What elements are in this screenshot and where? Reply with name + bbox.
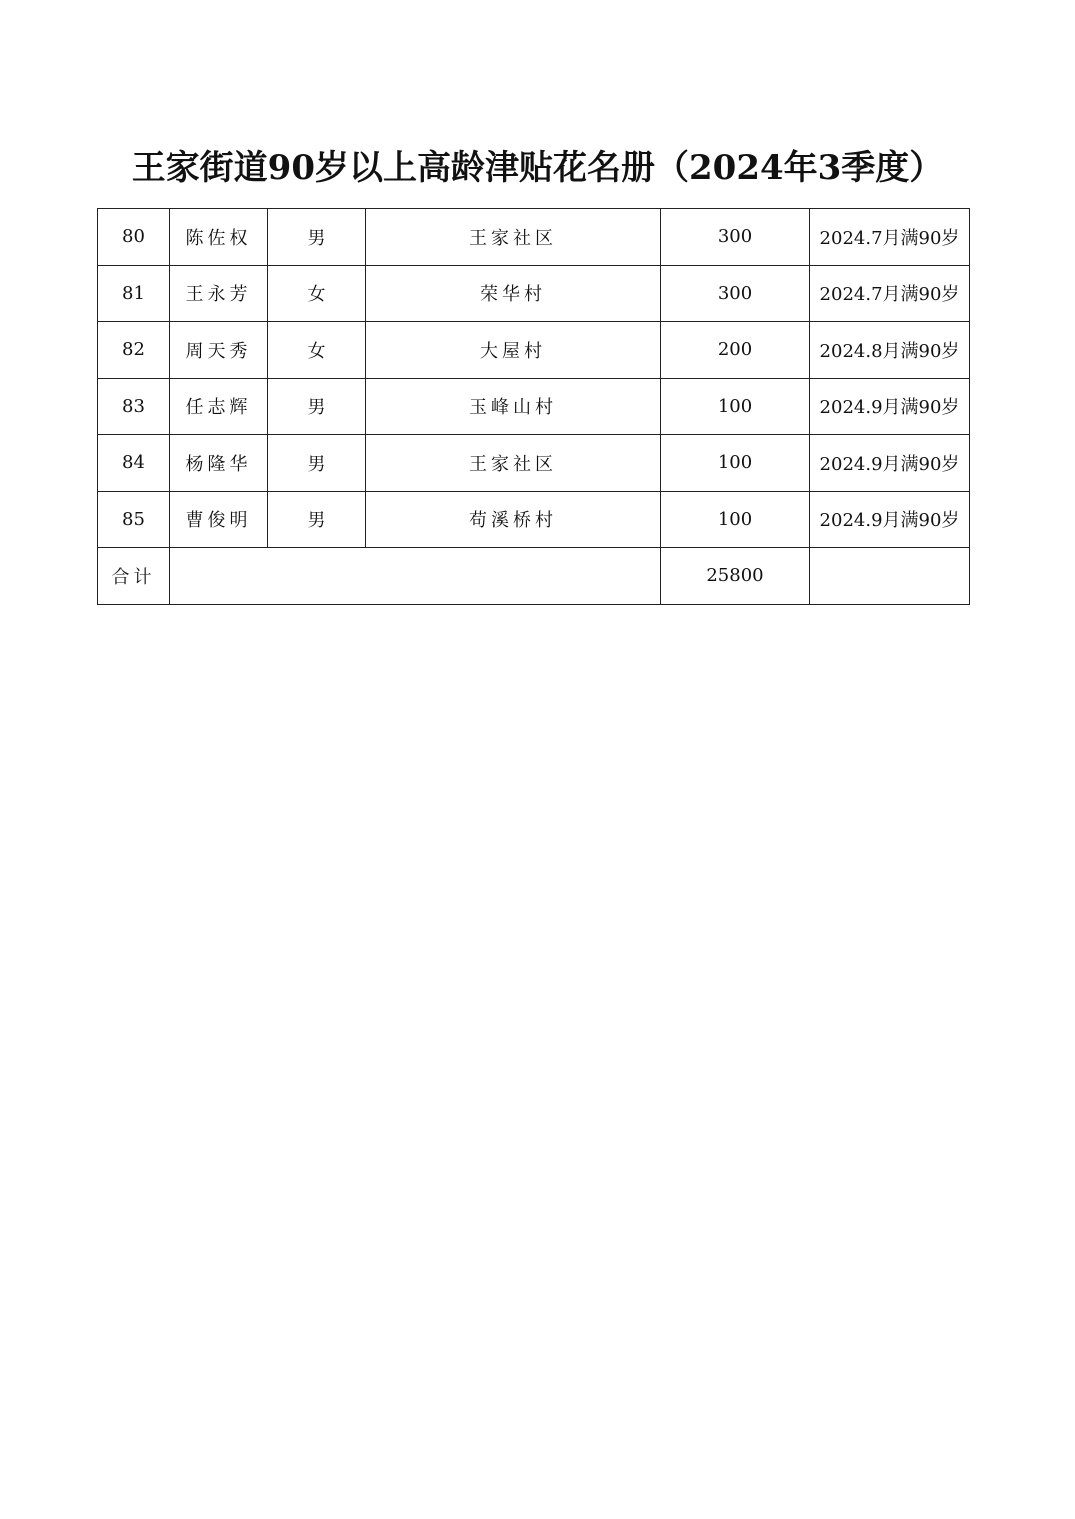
village-cell: 王家社区: [366, 435, 661, 492]
name-cell: 王永芳: [170, 265, 268, 322]
row-number-cell: 84: [98, 435, 170, 492]
name-cell: 任志辉: [170, 378, 268, 435]
amount-cell: 100: [661, 435, 810, 492]
name-cell: 杨隆华: [170, 435, 268, 492]
note-cell: 2024.7月满90岁: [810, 209, 970, 266]
village-cell: 大屋村: [366, 322, 661, 379]
note-cell: 2024.9月满90岁: [810, 378, 970, 435]
table-row: [98, 265, 970, 322]
total-label-cell: 合计: [98, 548, 170, 605]
table-row: [98, 491, 970, 548]
amount-cell: 300: [661, 265, 810, 322]
table-row: [98, 209, 970, 266]
gender-cell: 女: [268, 322, 366, 379]
row-number-cell: 83: [98, 378, 170, 435]
row-number-cell: 82: [98, 322, 170, 379]
total-row: [98, 548, 970, 605]
amount-cell: 300: [661, 209, 810, 266]
note-cell: 2024.8月满90岁: [810, 322, 970, 379]
village-cell: 王家社区: [366, 209, 661, 266]
village-cell: 玉峰山村: [366, 378, 661, 435]
name-cell: 周天秀: [170, 322, 268, 379]
row-number-cell: 81: [98, 265, 170, 322]
note-cell: 2024.9月满90岁: [810, 491, 970, 548]
amount-cell: 100: [661, 378, 810, 435]
name-cell: 陈佐权: [170, 209, 268, 266]
total-amount-cell: 25800: [661, 548, 810, 605]
name-cell: 曹俊明: [170, 491, 268, 548]
total-note-cell: [810, 548, 970, 605]
village-cell: 苟溪桥村: [366, 491, 661, 548]
note-cell: 2024.9月满90岁: [810, 435, 970, 492]
row-number-cell: 85: [98, 491, 170, 548]
note-cell: 2024.7月满90岁: [810, 265, 970, 322]
gender-cell: 男: [268, 491, 366, 548]
table-row: [98, 435, 970, 492]
page-title: 王家街道90岁以上高龄津贴花名册（2024年3季度）: [131, 148, 944, 188]
table-row: [98, 378, 970, 435]
subsidy-roster-table: [97, 208, 970, 605]
gender-cell: 男: [268, 378, 366, 435]
row-number-cell: 80: [98, 209, 170, 266]
amount-cell: 200: [661, 322, 810, 379]
total-empty-cell: [170, 548, 661, 605]
gender-cell: 男: [268, 209, 366, 266]
village-cell: 荣华村: [366, 265, 661, 322]
gender-cell: 女: [268, 265, 366, 322]
amount-cell: 100: [661, 491, 810, 548]
table-row: [98, 322, 970, 379]
gender-cell: 男: [268, 435, 366, 492]
